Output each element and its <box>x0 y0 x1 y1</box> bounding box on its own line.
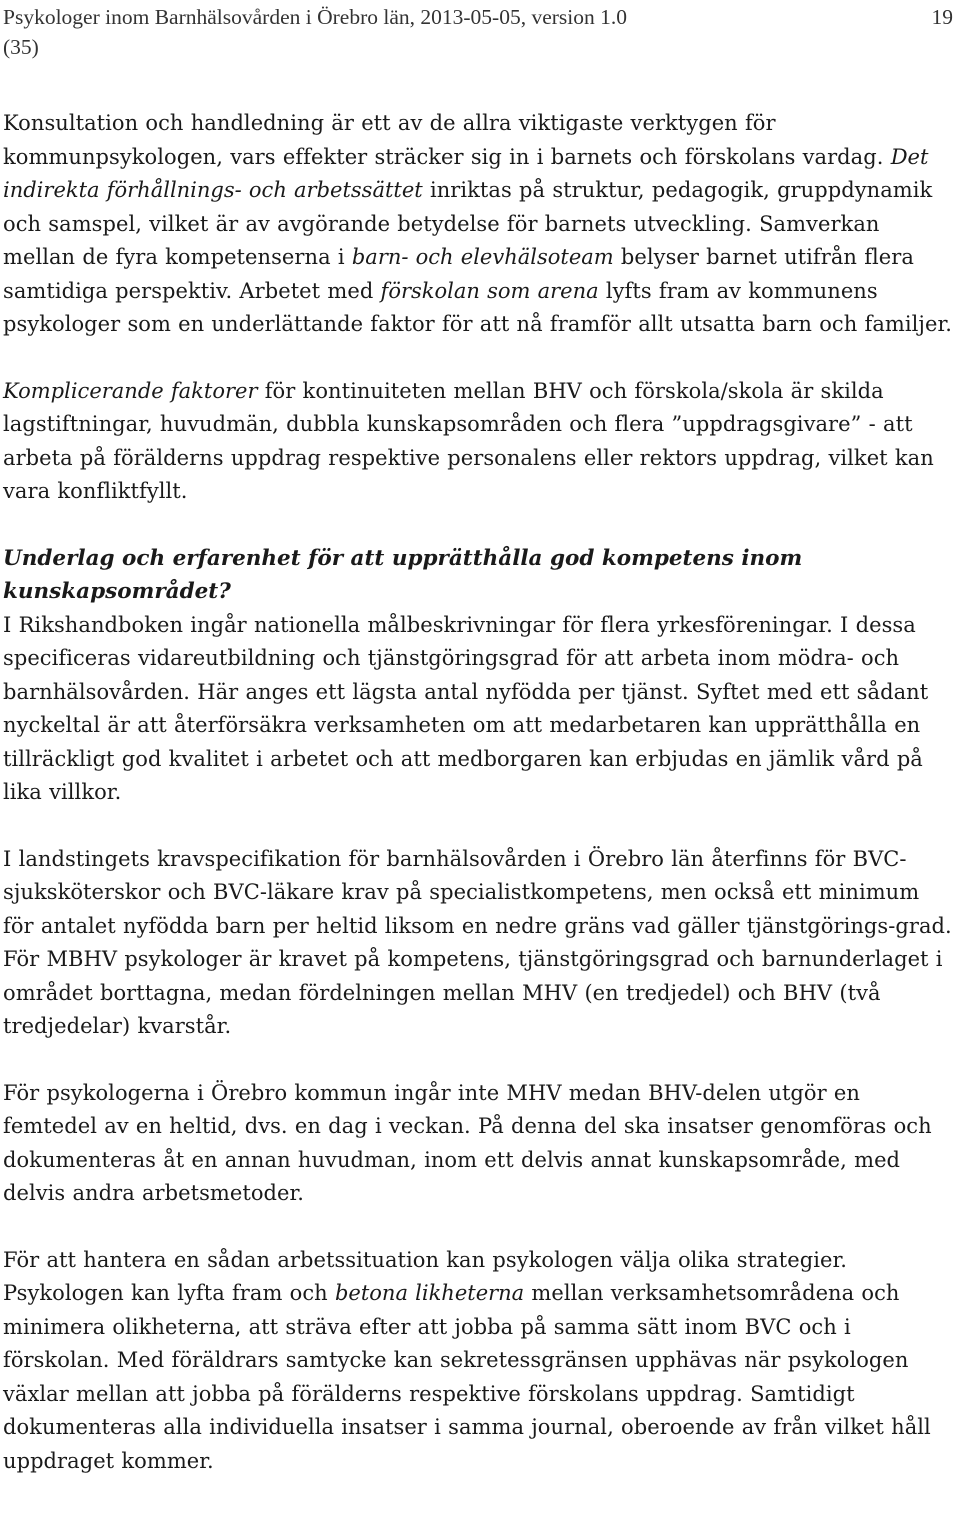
page-header <box>3 2 953 62</box>
paragraph-gap <box>3 810 953 843</box>
paragraph-kravspecifikation: I landstingets kravspecifikation för barnhälsovården i Örebro län återfinns för BVC-sjuksköterskor och BVC-läkare krav på specialistkompetens, men också ett minimum för antalet nyfödda barn per heltid liksom en nedre gräns vad gäller tjänstgörings-grad. För MBHV psykologer är kravet på kompetens, tjänstgöringsgrad och barnunderlaget i området borttagna, medan fördelningen mellan MHV (en tredjedel) och BHV (två tredjedelar) kvarstår. <box>3 846 952 1038</box>
header-line <box>3 2 953 32</box>
paragraph-complicating-factors <box>3 375 953 509</box>
paragraph-text: lyfts fram av kommunens psykologer som en underlättande faktor för att nå framför allt utsatta barn och familjer. <box>3 278 952 336</box>
paragraph-text: belyser barnet utifrån flera samtidiga perspektiv. Arbetet med <box>3 245 914 303</box>
document-body <box>3 107 953 1478</box>
paragraph-gap <box>3 342 953 375</box>
emphasis-text: barn- och elevhälsoteam <box>351 245 614 269</box>
header-total-pages: (35) <box>3 35 39 59</box>
paragraph-rikshandboken: I Rikshandboken ingår nationella målbeskrivningar för flera yrkesföreningar. I dessa specificeras vidareutbildning och tjänstgöringsgrad för att arbeta inom mödra- och barnhälsovården. Här anges ett lägsta antal nyfödda per tjänst. Syftet med ett sådant nyckeltal är att återförsäkra verksamheten om att medarbetaren kan upprätthålla en tillräckligt god kvalitet i arbetet och att medborgaren kan erbjudas en jämlik vård på lika villkor. <box>3 612 929 804</box>
paragraph-strategies <box>3 1244 953 1479</box>
emphasis-text: förskolan som arena <box>380 278 599 303</box>
page-number: 19 <box>931 5 953 29</box>
section-heading: Underlag och erfarenhet för att upprätthålla god kompetens inom kunskapsområdet? <box>3 545 803 604</box>
paragraph-gap <box>3 1211 953 1244</box>
paragraph-text: inriktas på struktur, pedagogik, gruppdynamik och samspel, vilket är av avgörande betydelse för barnets utveckling. Samverkan mellan de fyra kompetenserna i <box>3 178 933 269</box>
header-title: Psykologer inom Barnhälsovården i Örebro län, 2013-05-05, version 1.0 <box>3 5 627 29</box>
paragraph-text: För att hantera en sådan arbetssituation kan psykologen välja olika strategier. Psykologen kan lyfta fram och <box>3 1247 847 1305</box>
paragraph-orebro-kommun: För psykologerna i Örebro kommun ingår inte MHV medan BHV-delen utgör en femtedel av en heltid, dvs. en dag i veckan. På denna del ska insatser genomföras och dokumenteras åt en annan huvudman, inom ett delvis annat kunskapsområde, med delvis andra arbetsmetoder. <box>3 1080 932 1205</box>
paragraph-text: Konsultation och handledning är ett av de allra viktigaste verktygen för kommunpsykologen, vars effekter sträcker sig in i barnets och förskolans vardag. <box>3 111 891 169</box>
paragraph-gap <box>3 509 953 542</box>
emphasis-text: Det indirekta förhållnings- och arbetssättet <box>3 144 929 202</box>
paragraph-consultation <box>3 107 953 342</box>
paragraph-gap <box>3 1044 953 1077</box>
paragraph-text: mellan verksamhetsområdena och minimera olikheterna, att sträva efter att jobba på samma sätt inom BVC och i förskolan. Med föräldrars samtycke kan sekretessgränsen upphävas när psykologen växlar mellan att jobba på förälderns respektive förskolans uppdrag. Samtidigt dokumenteras alla individuella insatser i samma journal, oberoende av från vilket håll uppdraget kommer. <box>3 1281 931 1473</box>
emphasis-text: Komplicerande faktorer <box>3 378 258 403</box>
emphasis-text: betona likheterna <box>334 1281 525 1305</box>
paragraph-text: för kontinuiteten mellan BHV och förskola/skola är skilda lagstiftningar, huvudmän, dubbla kunskapsområden och flera ”uppdragsgivare” - att arbeta på förälderns uppdrag respektive personalens eller rektors uppdrag, vilket kan vara konfliktfyllt. <box>3 378 934 503</box>
